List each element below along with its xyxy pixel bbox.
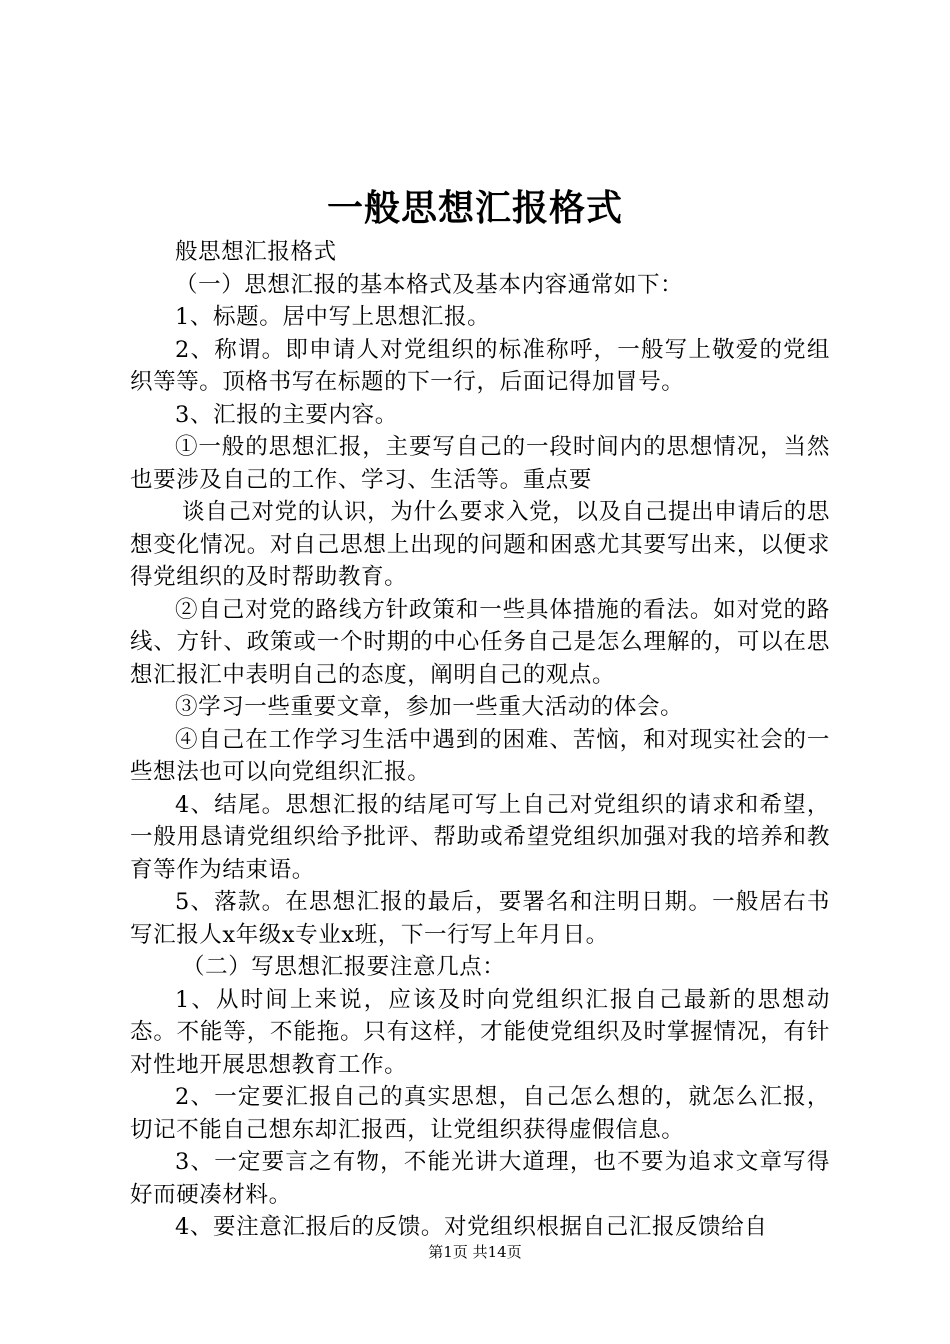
paragraph: 4、要注意汇报后的反馈。对党组织根据自己汇报反馈给自 [175, 1214, 768, 1240]
paragraph: 1、从时间上来说，应该及时向党组织汇报自己最新的思想动态。不能等，不能拖。只有这样，才能使党组织及时掌握情况，有针对性地开展思想教育工作。 [130, 986, 830, 1078]
paragraph: 2、一定要汇报自己的真实思想，自己怎么想的，就怎么汇报，切记不能自己想东却汇报西，让党组织获得虚假信息。 [130, 1084, 830, 1143]
paragraph: ③学习一些重要文章，参加一些重大活动的体会。 [175, 694, 684, 720]
paragraph: 3、一定要言之有物，不能光讲大道理，也不要为追求文章写得好而硬凑材料。 [130, 1149, 830, 1208]
paragraph: 2、称谓。即申请人对党组织的标准称呼，一般写上敬爱的党组织等等。顶格书写在标题的下一行，后面记得加冒号。 [130, 336, 830, 395]
paragraph: 5、落款。在思想汇报的最后，要署名和注明日期。一般居右书写汇报人x年级x专业x班，下一行写上年月日。 [130, 889, 830, 948]
paragraph: 谈自己对党的认识，为什么要求入党，以及自己提出申请后的思想变化情况。对自己思想上出现的问题和困惑尤其要写出来，以便求得党组织的及时帮助教育。 [130, 499, 830, 590]
paragraph: 3、汇报的主要内容。 [175, 401, 398, 428]
paragraph: ①一般的思想汇报，主要写自己的一段时间内的思想情况，当然也要涉及自己的工作、学习、生活等。重点要 [130, 434, 830, 493]
paragraph: （二）写思想汇报要注意几点： [182, 954, 506, 980]
document-body [130, 236, 830, 1244]
paragraph: （一）思想汇报的基本格式及基本内容通常如下： [175, 271, 684, 298]
document-title: 一般思想汇报格式 [326, 187, 623, 229]
page-footer: 第1页 共14页 [428, 1243, 522, 1261]
paragraph: ④自己在工作学习生活中遇到的困难、苦恼，和对现实社会的一些想法也可以向党组织汇报。 [130, 726, 830, 785]
paragraph: ②自己对党的路线方针政策和一些具体措施的看法。如对党的路线、方针、政策或一个时期的中心任务自己是怎么理解的，可以在思想汇报汇中表明自己的态度，阐明自己的观点。 [130, 596, 830, 688]
paragraph: 4、结尾。思想汇报的结尾可写上自己对党组织的请求和希望，一般用恳请党组织给予批评、帮助或希望党组织加强对我的培养和教育等作为结束语。 [130, 791, 830, 883]
paragraph: 般思想汇报格式 [175, 239, 337, 265]
paragraph: 1、标题。居中写上思想汇报。 [175, 304, 491, 330]
